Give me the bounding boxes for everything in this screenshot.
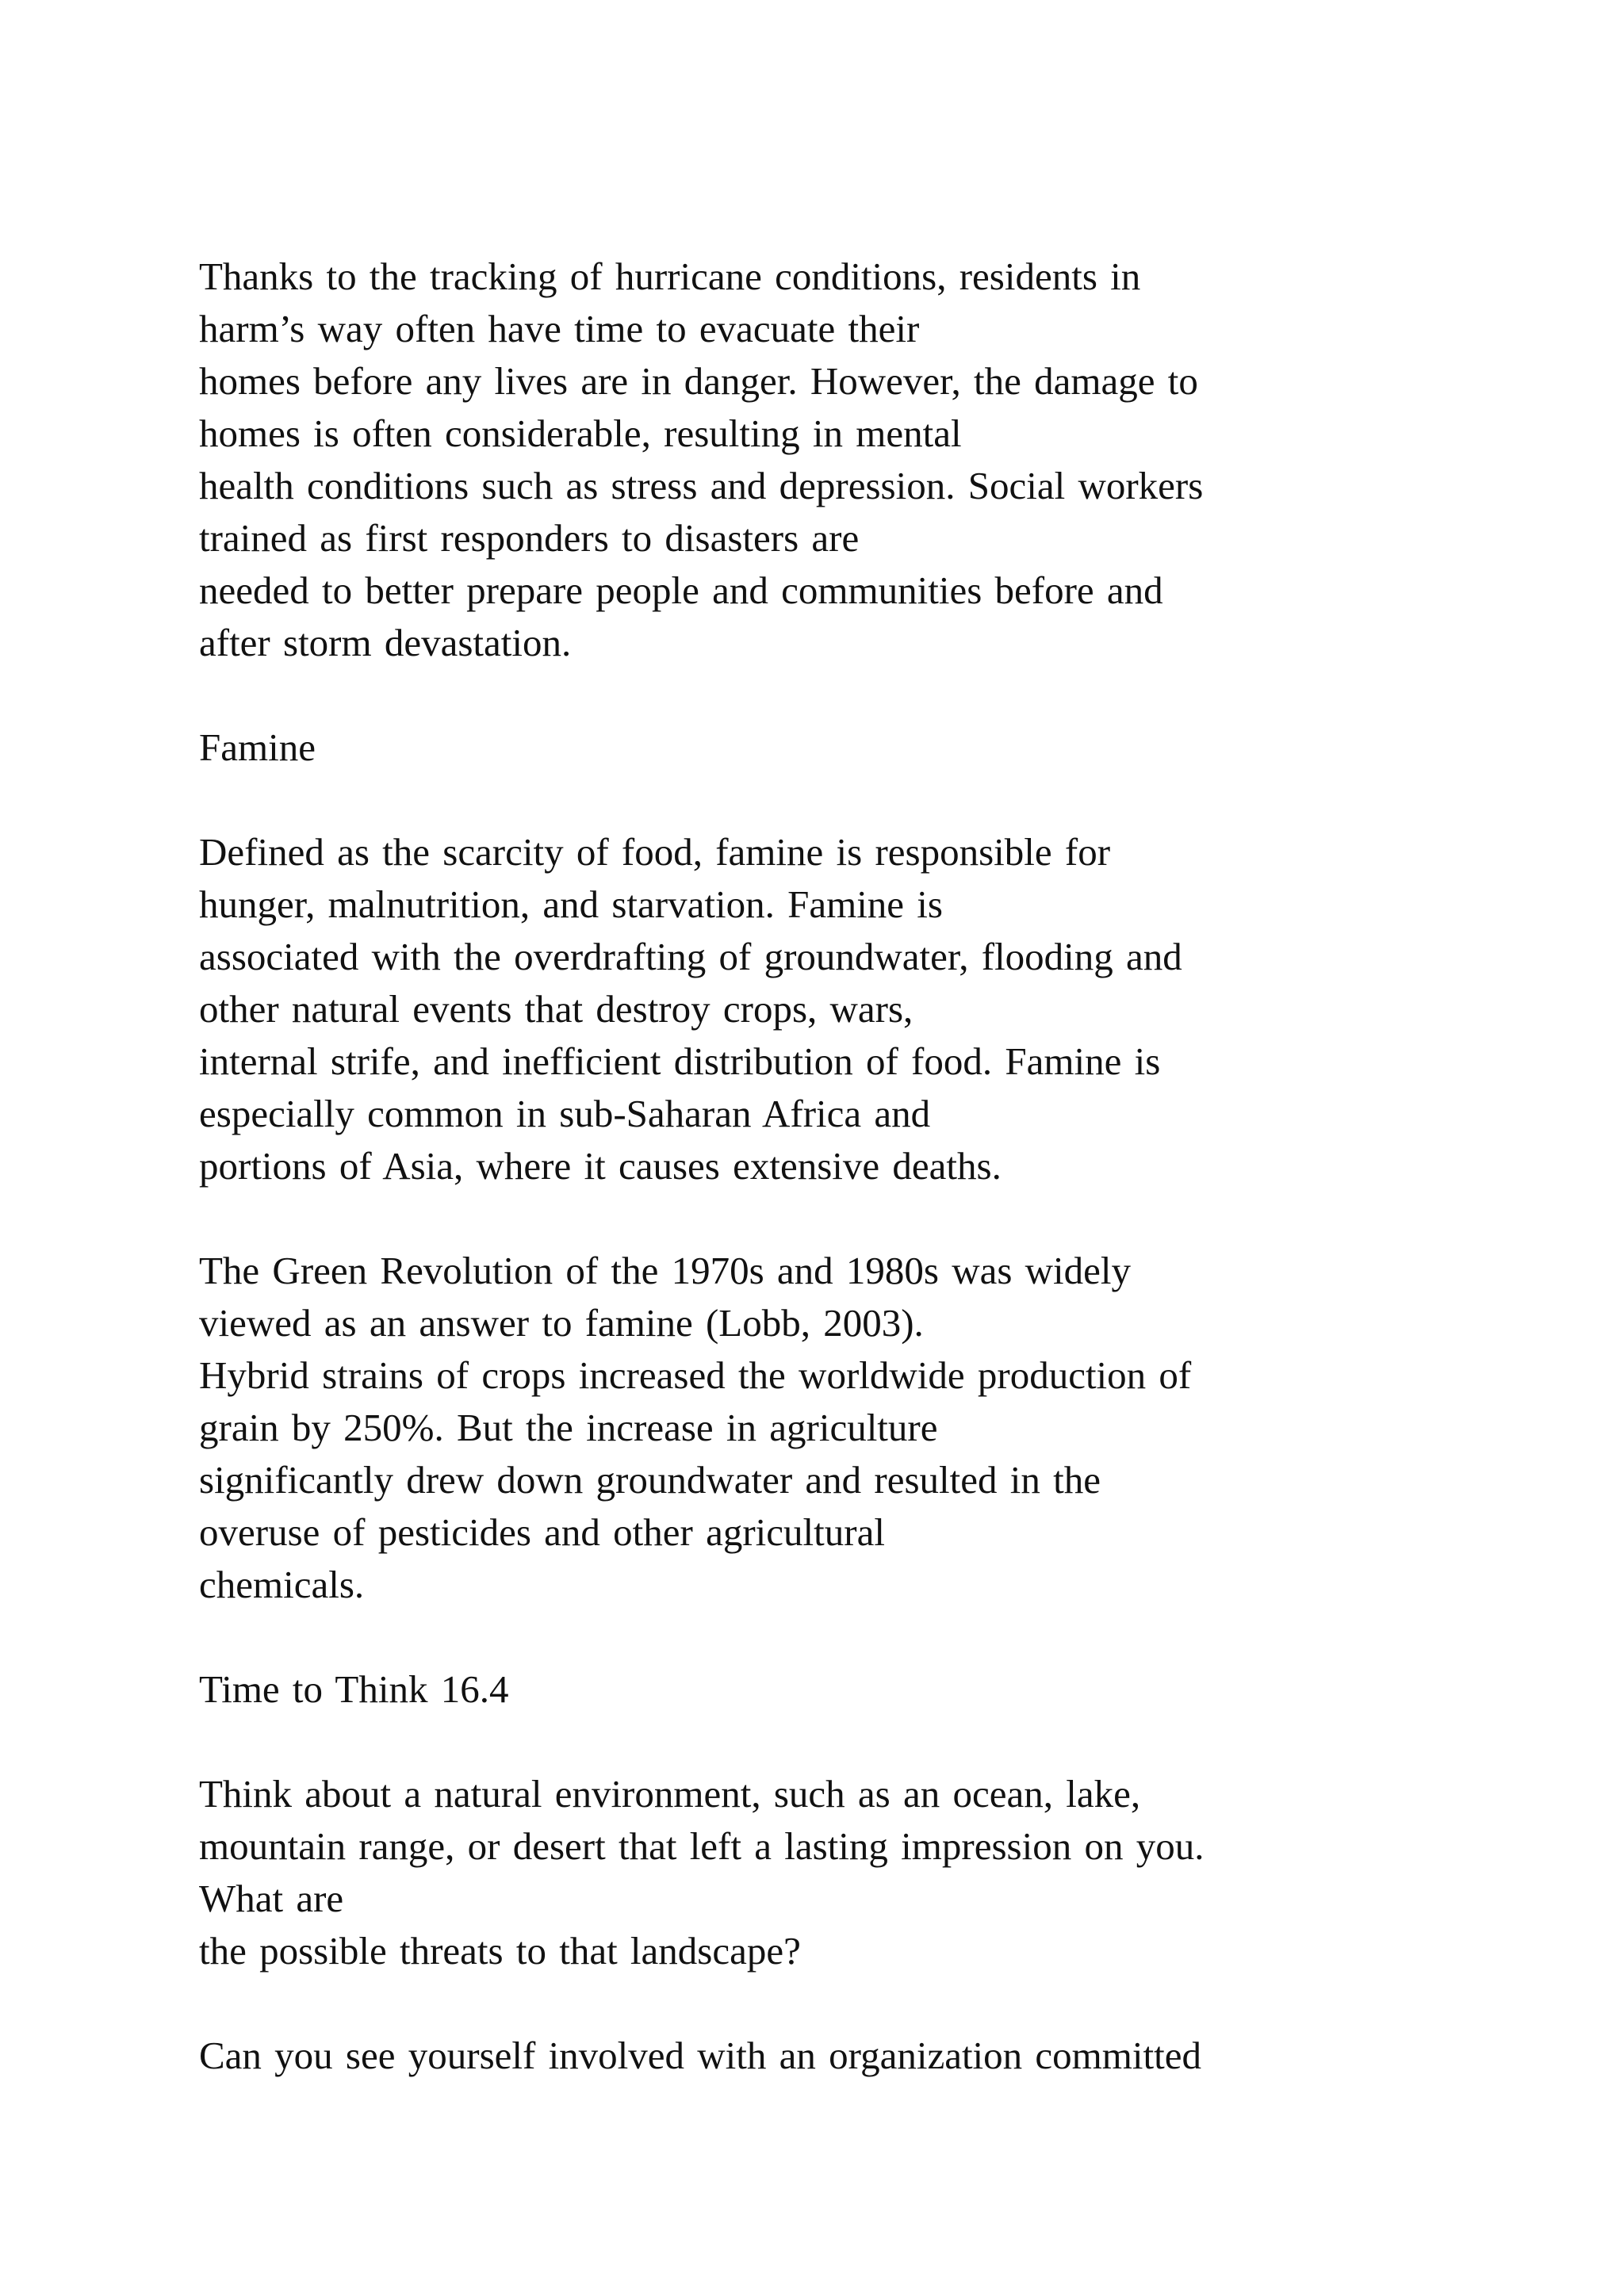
paragraph-line: homes before any lives are in danger. However, the damage to xyxy=(199,359,1198,403)
paragraph-spacer xyxy=(199,1977,1436,2030)
paragraph-spacer xyxy=(199,774,1436,826)
paragraph xyxy=(199,251,1436,669)
paragraph-line: grain by 250%. But the increase in agriculture xyxy=(199,1406,938,1449)
section-heading xyxy=(199,1663,1436,1716)
paragraph-line: Think about a natural environment, such as an ocean, lake, xyxy=(199,1772,1141,1816)
paragraph xyxy=(199,826,1436,1192)
paragraph-line: Defined as the scarcity of food, famine is responsible for xyxy=(199,830,1111,874)
paragraph-line: Thanks to the tracking of hurricane conditions, residents in xyxy=(199,254,1141,298)
paragraph-line: after storm devastation. xyxy=(199,621,572,664)
paragraph-line: Hybrid strains of crops increased the worldwide production of xyxy=(199,1353,1192,1397)
paragraph-line: overuse of pesticides and other agricultural xyxy=(199,1510,885,1554)
paragraph-line: mountain range, or desert that left a lasting impression on you. xyxy=(199,1824,1205,1868)
paragraph-line: the possible threats to that landscape? xyxy=(199,1929,801,1973)
paragraph-line: needed to better prepare people and communities before and xyxy=(199,568,1163,612)
paragraph-line: especially common in sub-Saharan Africa and xyxy=(199,1092,931,1135)
paragraph-spacer xyxy=(199,669,1436,721)
document-body xyxy=(199,251,1436,2082)
heading-text: Famine xyxy=(199,725,316,769)
paragraph-line: health conditions such as stress and depression. Social workers xyxy=(199,464,1204,507)
paragraph-spacer xyxy=(199,1611,1436,1663)
paragraph-line: harm’s way often have time to evacuate their xyxy=(199,307,920,350)
paragraph-line: internal strife, and inefficient distribution of food. Famine is xyxy=(199,1039,1161,1083)
paragraph-line: associated with the overdrafting of groundwater, flooding and xyxy=(199,935,1182,978)
paragraph-spacer xyxy=(199,1192,1436,1245)
paragraph-line: homes is often considerable, resulting in mental xyxy=(199,411,962,455)
section-heading xyxy=(199,721,1436,774)
paragraph-line: chemicals. xyxy=(199,1563,365,1606)
paragraph-line: hunger, malnutrition, and starvation. Famine is xyxy=(199,882,943,926)
paragraph-spacer xyxy=(199,1716,1436,1768)
paragraph-line: What are xyxy=(199,1877,344,1920)
paragraph xyxy=(199,1768,1436,1977)
paragraph-line: trained as first responders to disasters are xyxy=(199,516,860,560)
paragraph-line: viewed as an answer to famine (Lobb, 2003). xyxy=(199,1301,924,1345)
paragraph-line: significantly drew down groundwater and resulted in the xyxy=(199,1458,1101,1502)
paragraph-line: Can you see yourself involved with an organization committed xyxy=(199,2034,1201,2077)
paragraph-line: portions of Asia, where it causes extensive deaths. xyxy=(199,1144,1002,1188)
paragraph xyxy=(199,1245,1436,1611)
paragraph xyxy=(199,2030,1436,2082)
heading-text: Time to Think 16.4 xyxy=(199,1667,509,1711)
paragraph-line: The Green Revolution of the 1970s and 1980s was widely xyxy=(199,1249,1132,1292)
paragraph-line: other natural events that destroy crops, wars, xyxy=(199,987,914,1031)
